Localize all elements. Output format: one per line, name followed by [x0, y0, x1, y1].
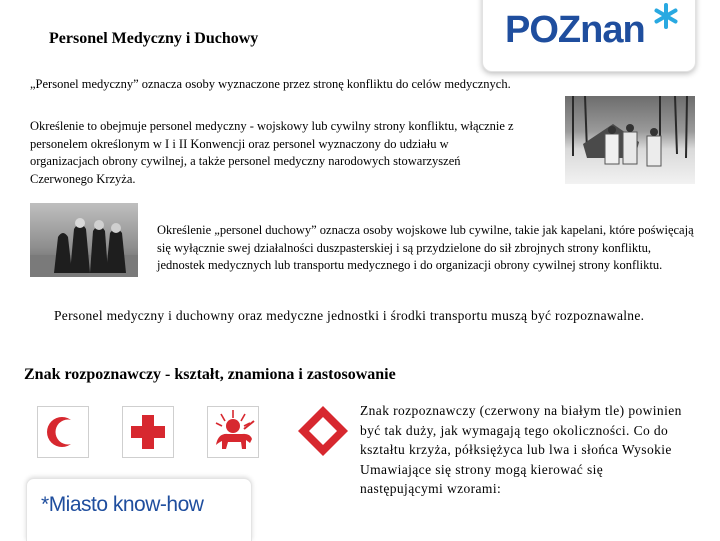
recognition-requirement: Personel medyczny i duchowny oraz medyczne jednostki i środki transportu muszą być rozpoznawalne.: [54, 308, 645, 323]
logo-wordmark: POZnan: [505, 9, 645, 51]
red-lion-and-sun-icon: [207, 406, 259, 458]
red-crescent-icon: [37, 406, 89, 458]
section-heading: Znak rozpoznawczy - kształt, znamiona i zastosowanie: [24, 366, 396, 383]
medics-in-snow-photo: [565, 96, 695, 184]
slogan-text: Miasto know-how: [48, 493, 204, 516]
chaplains-photo: [30, 203, 138, 277]
definition-medical-personnel: „Personel medyczny” oznacza osoby wyznaczone przez stronę konfliktu do celów medycznych.: [30, 77, 511, 91]
definition-scope: Określenie to obejmuje personel medyczny - wojskowy lub cywilny strony konfliktu, włącznie z personelem określonym w I i II Konwencji oraz personel wyznaczony do udziału w organizacjach obrony cywilnej, a także personel medyczny narodowych stowarzyszeń Czerwonego Krzyża.: [30, 119, 514, 186]
page-title: Personel Medyczny i Duchowy: [49, 30, 259, 47]
definition-religious-personnel: Określenie „personel duchowy” oznacza osoby wojskowe lub cywilne, takie jak kapelani, które poświęcają się wyłącznie swej działalności duszpasterskiej i są przydzielone do sił zbrojnych strony konfliktu, jednostek medycznych lub transportu medycznego i do organizacji obrony cywilnej strony konfliktu.: [157, 223, 694, 272]
red-cross-icon: [122, 406, 174, 458]
asterisk-icon: *: [41, 493, 49, 516]
footer-slogan: [41, 493, 203, 517]
emblem-description: Znak rozpoznawczy (czerwony na białym tle) powinien być tak duży, jak wymagają tego okoliczności. Co do kształtu krzyża, półksiężyca lub lwa i słońca Wysokie Umawiające się strony mogą kierować się następującymi wzorami:: [360, 403, 682, 496]
poznan-logo: [482, 0, 696, 72]
footer-slogan-tab: [26, 478, 252, 541]
red-crystal-icon: [294, 402, 352, 460]
star-icon: [653, 3, 679, 29]
